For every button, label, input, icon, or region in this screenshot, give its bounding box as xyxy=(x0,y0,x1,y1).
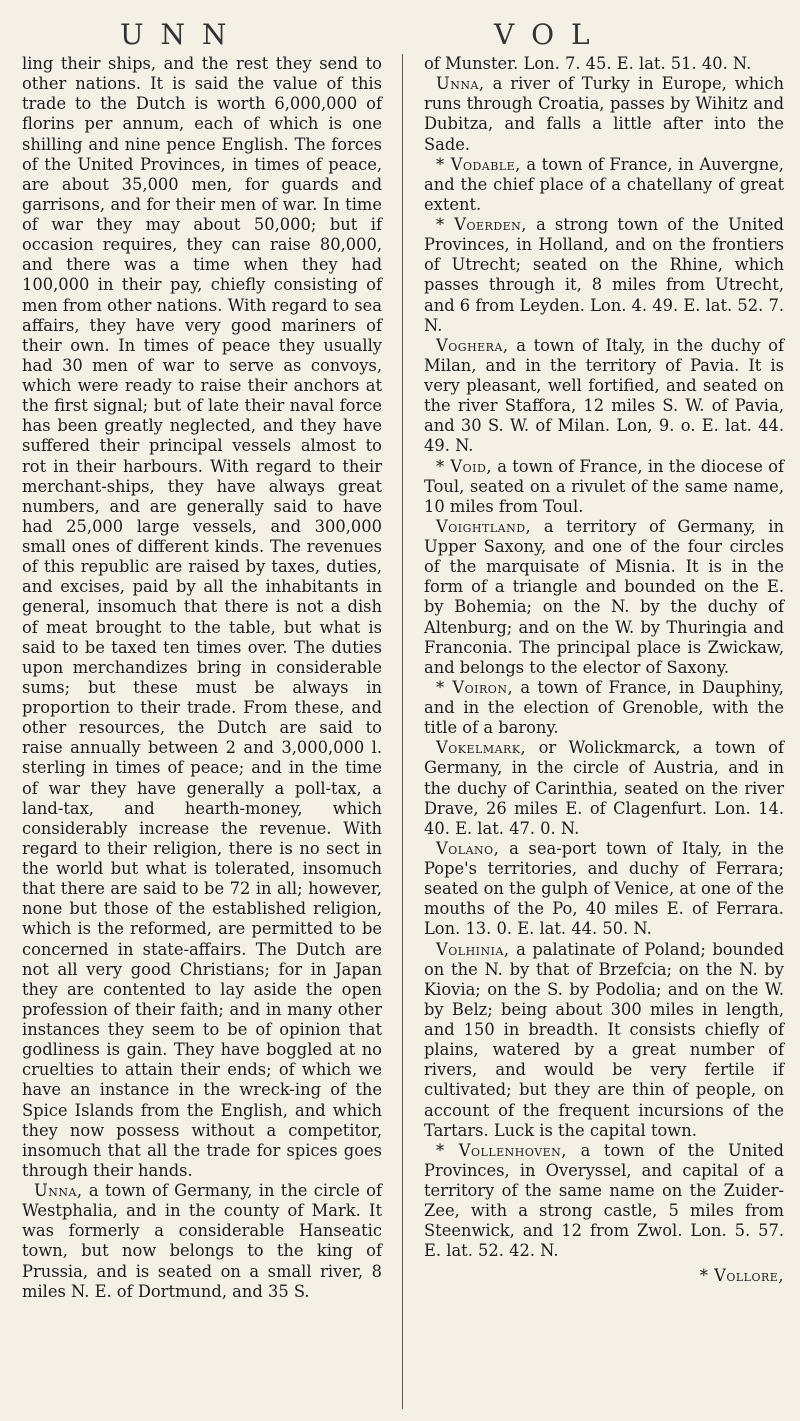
entry-text: a territory of Germany, in Upper Saxony, and one of the four circles of the marquisate of Misnia. It is in the form of a triangle and bounded on the E. by Bohemia; on the N. by the duchy of Altenburg; and on the W. by Thuringia and Franconia. The principal place is Zwickaw, and belongs to the elector of Saxony. xyxy=(424,516,784,677)
entry-text: or Wolickmarck, a town of Germany, in the circle of Austria, and in the duchy of Carinthia, seated on the river Drave, 26 miles E. of Clagenfurt. Lon. 14. 40. E. lat. 47. 0. N. xyxy=(424,738,784,838)
column-rule xyxy=(402,54,403,1409)
catchword: * Vollore, xyxy=(699,1265,784,1285)
right-column xyxy=(424,54,784,1286)
entry-headword: Volano, xyxy=(436,838,500,858)
entry-text: a town of France, in the diocese of Toul, seated on a rivulet of the same name, 10 miles from Toul. xyxy=(424,456,784,516)
entry-text: a strong town of the United Provinces, in Holland, and on the frontiers of Utrecht; seated on the Rhine, which passes through it, 8 miles from Utrecht, and 6 from Leyden. Lon. 4. 49. E. lat. 52. 7. N. xyxy=(424,215,784,335)
entry-headword: * Voerden, xyxy=(436,215,527,234)
entry-vodable xyxy=(424,155,784,215)
dutch-article-continuation: ling their ships, and the rest they send to other nations. It is said the value of this trade to the Dutch is worth 6,000,000 of florins per annum, each of which is one shilling and nine pence English. The forces of the United Provinces, in times of peace, are about 35,000 men, for guards and garrisons, and for their men of war. In time of war they may about 50,000; but if occasion requires, they can raise 80,000, and there was a time when they had 100,000 in their pay, chiefly consisting of men from other nations. With regard to sea affairs, they have very good mariners of their own. In times of peace they usually had 30 men of war to serve as convoys, which were ready to raise their anchors at the first signal; but of late their naval force has been greatly neglected, and they have suffered their principal vessels almost to rot in their harbours. With regard to their merchant-ships, they have always great numbers, and are generally said to have had 25,000 large vessels, and 300,000 small ones of different kinds. The revenues of this republic are raised by taxes, duties, and excises, paid by all the inhabitants in general, insomuch that there is not a dish of meat brought to the table, but what is said to be taxed ten times over. The duties upon merchandizes bring in considerable sums; but these must be always in proportion to their trade. From these, and other resources, the Dutch are said to raise annually between 2 and 3,000,000 l. sterling in times of peace; and in the time of war they have generally a poll-tax, a land-tax, and hearth-money, which considerably increase the revenue. With regard to their religion, there is no sect in the world but what is tolerated, insomuch that there are said to be 72 in all; however, none but those of the established religion, which is the reformed, are permitted to be concerned in state-affairs. The Dutch are not all very good Christians; for in Japan they are contented to lay aside the open profession of their faith; and in many other instances they seem to be of opinion that godliness is gain. They have boggled at no cruelties to attain their ends; of which we have an instance in the wreck-ing of the Spice Islands from the English, and which they now possess without a competitor, insomuch that all the trade for spices goes through their hands. xyxy=(22,54,382,1180)
entry-headword: Voghera, xyxy=(436,335,509,355)
entry-text: a town of France, in Auvergne, and the chief place of a chatellany of great extent. xyxy=(424,154,784,214)
entry-headword: * Voiron, xyxy=(436,677,514,697)
entry-voerden xyxy=(424,215,784,336)
entry-unna-river xyxy=(424,74,784,155)
running-head-right: V O L xyxy=(494,18,594,51)
entry-volano xyxy=(424,839,784,940)
entry-headword: Vokelmark, xyxy=(436,738,527,758)
entry-voiron xyxy=(424,678,784,738)
entry-headword: Unna, xyxy=(34,1181,83,1200)
entry-text: a town of France, in Dauphiny, and in the election of Grenoble, with the title of a barony. xyxy=(424,677,784,738)
entry-volhinia xyxy=(424,940,784,1141)
entry-continuation: of Munster. Lon. 7. 45. E. lat. 51. 40. N. xyxy=(424,54,752,73)
entry-text: a town of Germany, in the circle of Westphalia, and in the county of Mark. It was formerly a considerable Hanseatic town, but now belongs to the king of Prussia, and is seated on a small river, 8 miles N. E. of Dortmund, and 35 S. xyxy=(22,1181,382,1301)
entry-headword: Voightland, xyxy=(436,516,532,536)
entry-text: a palatinate of Poland; bounded on the N. by that of Brzefcia; on the N. by Kiovia; on the S. by Podolia; and on the W. by Belz; being about 300 miles in length, and 150 in breadth. It consists chiefly of plains, watered by a great number of rivers, and would be very fertile if cultivated; but they are thin of people, on account of the frequent incursions of the Tartars. Luck is the capital town. xyxy=(424,939,784,1140)
entry-text: a sea-port town of Italy, in the Pope's territories, and duchy of Ferrara; seated on the gulph of Venice, at one of the mouths of the Po, 40 miles E. of Ferrara. Lon. 13. 0. E. lat. 44. 50. N. xyxy=(424,838,784,939)
entry-voghera xyxy=(424,336,784,457)
entry-text: a town of the United Provinces, in Overyssel, and capital of a territory of the same name on the Zuider-Zee, with a strong castle, 5 miles from Steenwick, and 12 from Zwol. Lon. 5. 57. E. lat. 52. 42. N. xyxy=(424,1140,784,1261)
entry-vollenhoven xyxy=(424,1141,784,1262)
entry-voightland xyxy=(424,517,784,678)
entry-headword: * Vollenhoven, xyxy=(436,1140,567,1160)
entry-headword: Volhinia, xyxy=(436,939,510,959)
entry-void xyxy=(424,457,784,517)
entry-vokelmark xyxy=(424,738,784,839)
entry-unna xyxy=(22,1181,382,1302)
left-column xyxy=(22,54,382,1302)
entry-text: a town of Italy, in the duchy of Milan, and in the territory of Pavia. It is very pleasant, well fortified, and seated on the river Staffora, 12 miles S. W. of Pavia, and 30 S. W. of Milan. Lon, 9. o. E. lat. 44. 49. N. xyxy=(424,335,784,456)
running-head-left: U N N xyxy=(120,18,231,51)
entry-headword: Unna, xyxy=(436,74,485,94)
entry-text: a river of Turky in Europe, which runs through Croatia, passes by Wihitz and Dubitza, and falls a little after into the Sade. xyxy=(424,74,784,154)
entry-headword: * Void, xyxy=(436,456,493,476)
entry-headword: * Vodable, xyxy=(436,154,521,174)
